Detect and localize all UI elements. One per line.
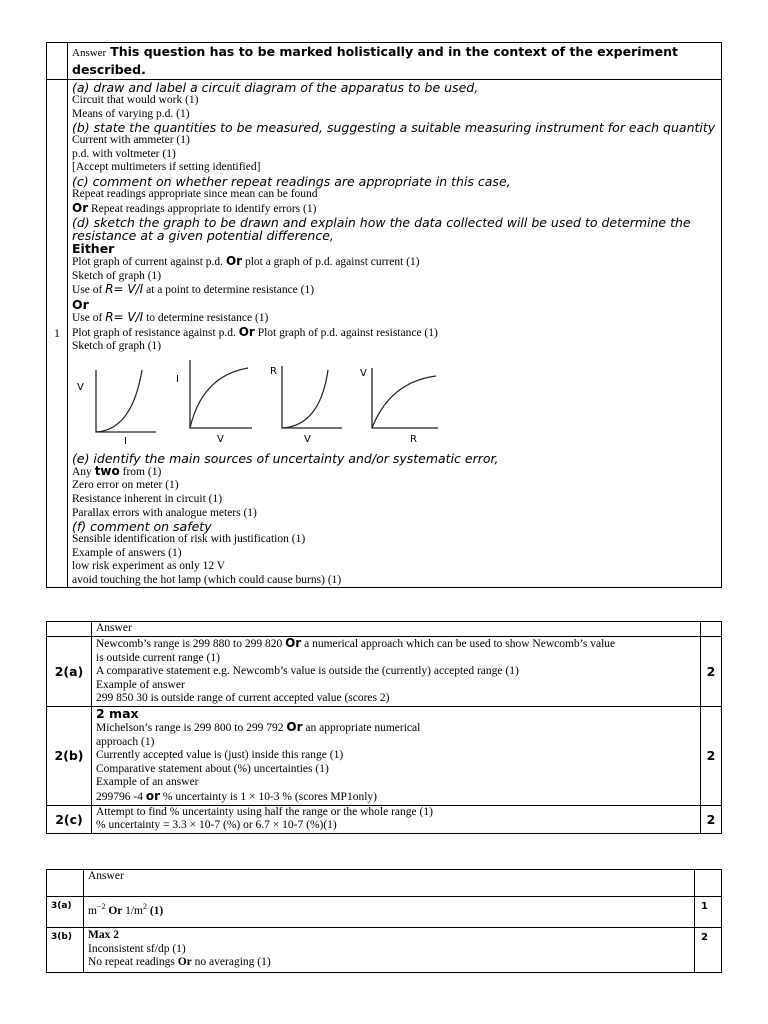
mark-point: Currently accepted value is (just) inside this range (1)	[96, 749, 344, 762]
mark-point: % uncertainty = 3.3 × 10-7 (%) or 6.7 × 10-7 (%)(1)	[96, 819, 337, 832]
mark-text: plot a graph of p.d. against current (1)	[242, 256, 420, 269]
or-keyword: Or	[286, 719, 303, 734]
sketch-graph-i-v	[172, 356, 264, 448]
equation: R= V/I	[105, 309, 144, 324]
mark-text: at a point to determine resistance (1)	[143, 284, 315, 297]
mark-text: Michelson’s range is 299 800 to 299 792	[96, 721, 287, 734]
mark-point: Sketch of graph (1)	[72, 340, 162, 353]
part-f-prompt: (f) comment on safety	[72, 519, 212, 535]
sketch-graph-r-v	[264, 356, 352, 448]
example-label: Example of an answer	[96, 776, 199, 789]
q2b-number: 2(b)	[47, 706, 92, 805]
mark-text: 299796 -4	[96, 790, 146, 803]
sketch-graph-v-r	[352, 356, 452, 448]
or-keyword: Or	[238, 324, 255, 339]
mark-point: A comparative statement e.g. Newcomb’s value is outside the (currently) accepted range (1)	[96, 665, 519, 678]
or-heading: Or	[72, 296, 89, 312]
graph-curve	[282, 370, 328, 428]
mark-text: a numerical approach which can be used to show Newcomb’s value	[301, 638, 616, 650]
either-heading: Either	[72, 241, 115, 257]
mark-point	[72, 202, 721, 217]
q2a-mark: 2	[701, 637, 722, 707]
mark-point: Repeat readings appropriate since mean can be found	[72, 187, 318, 200]
mark-point: Sketch of graph (1)	[72, 269, 162, 282]
mark-point: Zero error on meter (1)	[72, 479, 179, 492]
mark-text: from (1)	[119, 465, 162, 478]
q2-number-header	[47, 622, 92, 637]
mark-text: Any	[72, 465, 95, 478]
q1-number-spacer	[47, 43, 68, 80]
mark-point: Attempt to find % uncertainty using half the range or the whole range (1)	[96, 805, 433, 818]
q1-heading: This question has to be marked holistically and in the context of the experiment described.	[72, 44, 678, 77]
graph-axes	[282, 366, 342, 428]
q2-table	[46, 621, 722, 834]
mark-point: Means of varying p.d. (1)	[72, 107, 190, 120]
graph-y-label: I	[176, 373, 179, 385]
mark-value: (1)	[146, 905, 164, 918]
mark-point: Circuit that would work (1)	[72, 94, 199, 106]
mark-text: Use of	[72, 284, 106, 297]
graph-y-label: V	[360, 367, 367, 379]
mark-point: Current with ammeter (1)	[72, 134, 190, 147]
max-marks: 2 max	[96, 705, 139, 721]
graph-curve	[190, 368, 248, 428]
example-label: Example of answer	[96, 678, 185, 691]
mark-text: to determine resistance (1)	[143, 311, 269, 324]
graph-x-label: V	[304, 433, 311, 445]
graph-y-label: R	[270, 365, 277, 377]
mark-text: Plot graph of current against p.d.	[72, 256, 226, 269]
mark-point: Example of answers (1)	[72, 546, 182, 559]
graph-axes	[190, 360, 252, 428]
q3b-number: 3(b)	[47, 928, 84, 973]
graph-x-label: R	[410, 433, 417, 445]
q3a-answer	[84, 897, 695, 928]
or-keyword: Or	[177, 956, 192, 969]
q2c-answer	[92, 805, 701, 833]
mark-point: Comparative statement about (%) uncertainties (1)	[96, 762, 329, 775]
mark-text: Plot graph of p.d. against resistance (1)	[254, 326, 438, 339]
q2-answer-header	[92, 622, 701, 637]
part-d-prompt: (d) sketch the graph to be drawn and explain how the data collected will be used to determine the resistance at a given potential difference,	[72, 215, 691, 244]
q2c-number: 2(c)	[47, 805, 92, 833]
example-answer: 299 850 30 is outside range of current accepted value (scores 2)	[96, 692, 390, 705]
graph-x-label: V	[217, 433, 224, 445]
mark-point	[96, 721, 700, 736]
answer-label: Answer	[96, 622, 132, 634]
q3a-number: 3(a)	[47, 897, 84, 928]
q1-header-cell	[68, 43, 722, 80]
superscript: 2	[142, 902, 147, 912]
mark-text: Plot graph of resistance against p.d.	[72, 326, 239, 339]
q2a-number: 2(a)	[47, 637, 92, 707]
answer-label: Answer	[72, 47, 107, 59]
mark-text: Repeat readings appropriate to identify errors (1)	[88, 202, 317, 215]
mark-point: approach (1)	[96, 735, 155, 748]
mark-point	[72, 326, 721, 341]
q3b-mark: 2	[695, 928, 722, 973]
mark-point: avoid touching the hot lamp (which could cause burns) (1)	[72, 573, 342, 586]
part-e-prompt: (e) identify the main sources of uncertainty and/or systematic error,	[72, 450, 499, 466]
mark-text: Use of	[72, 311, 106, 324]
max-marks: Max 2	[88, 929, 119, 941]
or-keyword: Or	[225, 254, 243, 269]
q3b-answer	[84, 928, 695, 973]
q2b-answer	[92, 706, 701, 805]
mark-point	[72, 255, 721, 270]
mark-text: Newcomb’s range is 299 880 to 299 820	[96, 638, 286, 650]
mark-text: No repeat readings	[88, 956, 178, 969]
or-keyword: Or	[72, 200, 89, 215]
mark-point: Resistance inherent in circuit (1)	[72, 492, 223, 505]
mark-point	[72, 283, 721, 298]
mark-point	[72, 311, 721, 326]
graph-x-label: I	[124, 435, 127, 447]
mark-text: % uncertainty is 1 × 10-3 % (scores MP1only)	[160, 790, 377, 803]
q3-answer-header	[84, 870, 695, 897]
q2-mark-header	[701, 622, 722, 637]
mark-point	[72, 465, 721, 480]
graph-curve	[372, 376, 436, 428]
mark-point: is outside current range (1)	[96, 651, 220, 664]
mark-point: Sensible identification of risk with justification (1)	[72, 533, 306, 546]
mark-point: Parallax errors with analogue meters (1)	[72, 506, 257, 519]
or-keyword: or	[145, 788, 161, 803]
mark-text: no averaging (1)	[191, 956, 271, 969]
q3a-mark: 1	[695, 897, 722, 928]
mark-point	[96, 637, 700, 652]
part-b-prompt: (b) state the quantities to be measured, suggesting a suitable measuring instrument for each quantity	[72, 120, 716, 136]
q2b-mark: 2	[701, 706, 722, 805]
mark-point: Inconsistent sf/dp (1)	[88, 942, 186, 955]
q1-table	[46, 42, 722, 588]
graph-curve	[96, 370, 142, 432]
q3-number-header	[47, 870, 84, 897]
mark-text: an appropriate numerical	[302, 721, 421, 734]
q2a-answer	[92, 637, 701, 707]
unit-text: m	[88, 905, 97, 918]
unit-text: 1/m	[125, 905, 143, 918]
graph-axes	[96, 370, 156, 432]
part-a-prompt: (a) draw and label a circuit diagram of the apparatus to be used,	[72, 80, 479, 95]
mark-point: low risk experiment as only 12 V	[72, 560, 226, 573]
q3-table	[46, 869, 722, 973]
mark-note: [Accept multimeters if setting identified]	[72, 161, 261, 174]
part-c-prompt: (c) comment on whether repeat readings are appropriate in this case,	[72, 173, 511, 189]
or-keyword: Or	[285, 636, 302, 650]
q2c-mark: 2	[701, 805, 722, 833]
answer-label: Answer	[88, 870, 124, 882]
mark-point: p.d. with voltmeter (1)	[72, 147, 176, 160]
sketch-graph-v-i	[72, 356, 172, 448]
two-keyword: two	[94, 463, 120, 478]
q1-number: 1	[47, 80, 68, 588]
mark-point	[88, 956, 694, 970]
sketch-graphs	[72, 356, 721, 448]
or-keyword: Or	[105, 905, 126, 918]
graph-y-label: V	[77, 381, 84, 393]
q3-mark-header	[695, 870, 722, 897]
example-answer	[96, 790, 700, 805]
superscript: −2	[96, 902, 106, 912]
equation: R= V/I	[105, 282, 144, 297]
q1-body	[68, 80, 722, 588]
